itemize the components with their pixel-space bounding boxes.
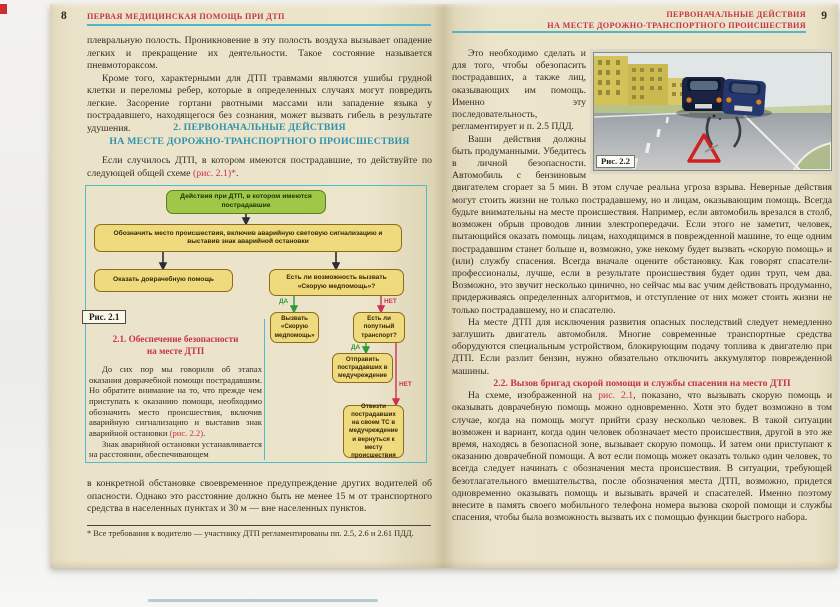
section-2-heading (87, 121, 432, 149)
no-label-2: НЕТ (399, 381, 412, 388)
paragraph-krome: Кроме того, характерными для ДТП травмами являются ушибы грудной клетки и переломы ребер, которые в определенных случаях могут повредить легкие. Засорение гортани рвотными массами или западение языка у пострадавшего, находящегося без сознания, может вызвать гибель в результате удушения. (87, 72, 432, 134)
yes-label-1: ДА (279, 298, 289, 305)
paragraph-esli (87, 155, 432, 180)
flowchart-call-question-box: Есть ли возможность вызвать «Скорую медпомощь»? (269, 269, 404, 296)
running-head-right-line2: НА МЕСТЕ ДОРОЖНО-ТРАНСПОРТНОГО ПРОИСШЕСТВИЯ (547, 20, 806, 30)
page-number-left: 8 (61, 10, 67, 22)
car-left (682, 77, 726, 111)
no-label-1: НЕТ (384, 298, 397, 305)
right-page-body (452, 48, 832, 525)
figure-2-1-reference: (рис. 2.1)* (192, 167, 236, 179)
book-bottom-edge (148, 599, 378, 602)
yes-label-2: ДА (351, 344, 361, 351)
section-2-1-text (89, 364, 262, 460)
paragraph-na-meste: На месте ДТП для исключения развития опасных последствий следует немедленно заглушить двигатель автомобиля. Многие современные транспортные средства оборудуются специальным устройством, блокирующим подачу топлива к двигателю при ДТП. Если разлит бензин, нужно обязательно отключить аккумулятор поврежденной машины. (452, 316, 832, 377)
paragraph-znak-wide (87, 478, 432, 516)
book-spread (50, 4, 838, 568)
paragraph-pleural: плевральную полость. Проникновение в эту полость воздуха вызывает опадение легких и прекращение их деятельности. Такое состояние называется пневмотораксом. (87, 35, 432, 72)
paragraph-znak-narrow: Знак аварийной остановки устанавливается на расстоянии, обеспечивающем (89, 438, 262, 460)
figure-2-1-reference-right: рис. 2.1 (598, 390, 634, 402)
running-head-left: ПЕРВАЯ МЕДИЦИНСКАЯ ПОМОЩЬ ПРИ ДТП (87, 12, 285, 21)
running-head-right-line1: ПЕРВОНАЧАЛЬНЫЕ ДЕЙСТВИЯ (666, 10, 806, 19)
dosikh-text-end: . (203, 427, 206, 438)
accident-scene (594, 53, 831, 170)
footnote-text: * Все требования к водителю — участнику ДТП регламентированы пп. 2.5, 2.6 и 2.61 ПДД. (87, 529, 414, 538)
header-rule-left (87, 24, 431, 26)
flowchart-drive-victims-box: Отвезти пострадавших на своем ТС в медучреждение и вернуться к месту происшествия (343, 405, 404, 458)
page-right (438, 4, 838, 568)
naskheme-text: На схеме, изображенной на (468, 390, 599, 402)
figure-2-2-label: Рис. 2.2 (596, 155, 635, 168)
header-rule-right (452, 31, 806, 33)
section-2-1-heading (89, 334, 262, 358)
page-left (50, 4, 438, 568)
paragraph-eto: Это необходимо сделать и для того, чтобы обезопасить пострадавших, а также лиц, оказывающих им помощь. Именно эту последовательность, регламентирует и п. 2.5 ПДД. (452, 48, 586, 133)
footnote-rule (87, 525, 431, 526)
paragraph-vashi: Ваши действия должны быть продуманными. Убедитесь в личной безопасности. Автомобиль с бензиновым двигателем сгорает за 5 мин. В этом случае реальна угроза взрыва. Неверные действия могут стоить жизни не только пострадавшему, но и лицам, оказывающим помощь. Всегда будьте внимательны на месте происшествия. Например, если автомобиль врезался в столб, возможен обрыв проводов линии электропередачи. Если этого не заметит, человек, пытающийся оказать помощь лицам, находящимся в поврежденной машине, то еще одним пострадавшим станет больше и, возможно, уже некому будет вызвать «скорую помощь» и (или) службу спасения. Всегда вначале оцените обстановку. Как говорят спасатели-профессионалы, лучше, если в результате происшествия будет один труп, чем два. Возможно, это звучит несколько цинично, но сейчас мы вас учим действовать продуманно, придерживаясь определенных алгоритмов, и отступление от них может стоить жизни не только пострадавшему, но и спасателю. (452, 133, 832, 316)
section-2-1-block (89, 334, 262, 460)
page-number-right: 9 (821, 10, 827, 22)
figure-cutout-border (264, 319, 265, 460)
flowchart-transport-question-box: Есть ли попутный транспорт? (353, 312, 405, 343)
section-2-heading-line2: НА МЕСТЕ ДОРОЖНО-ТРАНСПОРТНОГО ПРОИСШЕСТВИЯ (109, 136, 410, 148)
esli-text: Если случилось ДТП, в котором имеются пострадавшие, то действуйте по следующей общей схеме (87, 155, 432, 179)
naskheme-text-end: , показано, что вызывать скорую помощь и оказывать доврачебную помощь можно одновременно. Хотя это будет возможно в том случае, когда на помощь могут прийти сразу несколько человек. В такой ситуации возможен и вариант, когда один человек обозначает место происшествия, другой в это же время, находясь в безопасной зоне, вызывает скорую помощь. И затем они приступают к оказанию доврачебной помощи. А вот если помощь может оказать только один человек, то всегда следует начинать с обозначения места происшествия. В ситуации, требующей безотлагательного вмешательства, после обозначения места ДТП, возможно, придется одновременно оказывать помощь и вызывать врачей и спасателей. Именно поэтому внесите в память своего мобильного телефона номера вызова скорой помощи и службы спасения, чтобы была возможность вызвать их с помощью функции быстрого набора. (452, 390, 832, 524)
figure-2-2-reference: (рис. 2.2) (169, 427, 204, 438)
esli-text-end: . (236, 167, 239, 179)
paragraph-dosikh (89, 364, 262, 439)
flowchart-send-victims-box: Отправить пострадавших в медучреждение (332, 353, 393, 383)
dosikh-text: До сих пор мы говорили об этапах оказания доврачебной помощи пострадавшим. Но обратите внимание на то, что прежде чем приступать к оказанию помощи, необходимо обозначить место происшествия, включив аварийную сигнализацию и выставив знак аварийной остановки (89, 363, 262, 438)
footnote (87, 529, 432, 540)
figure-2-1-label: Рис. 2.1 (82, 310, 126, 324)
running-head-right (476, 10, 806, 31)
section-2-1-heading-line1: 2.1. Обеспечение безопасности (112, 334, 239, 344)
figure-2-1-flowchart (85, 185, 427, 463)
tree-line (594, 105, 690, 114)
section-2-1-heading-line2: на месте ДТП (146, 345, 205, 356)
znak-wide-text: в конкретной обстановке своевременное предупреждение других водителей об опасности. Однако это расстояние должно быть не менее 15 м от транспортного средства в населенных пунктах и 30 м — вне населенных пунктов. (87, 478, 432, 515)
flowchart-start-box: Действия при ДТП, в котором имеются пострадавшие (166, 190, 326, 214)
flowchart-mark-scene-box: Обозначить место происшествия, включив аварийную световую сигнализацию и выставив знак аварийной остановки (94, 224, 402, 252)
paragraph-naskheme (452, 390, 832, 524)
flowchart-call-ambulance-box: Вызвать «Скорую медпомощь» (270, 312, 319, 343)
section-2-heading-line1: 2. ПЕРВОНАЧАЛЬНЫЕ ДЕЙСТВИЯ (173, 122, 346, 133)
book-cover-edge (0, 4, 7, 14)
section-2-2-heading: 2.2. Вызов бригад скорой помощи и службы спасения на место ДТП (493, 377, 791, 389)
car-right (722, 79, 766, 117)
figure-2-2-photo (593, 52, 832, 171)
flowchart-first-aid-box: Оказать доврачебную помощь (94, 269, 233, 292)
